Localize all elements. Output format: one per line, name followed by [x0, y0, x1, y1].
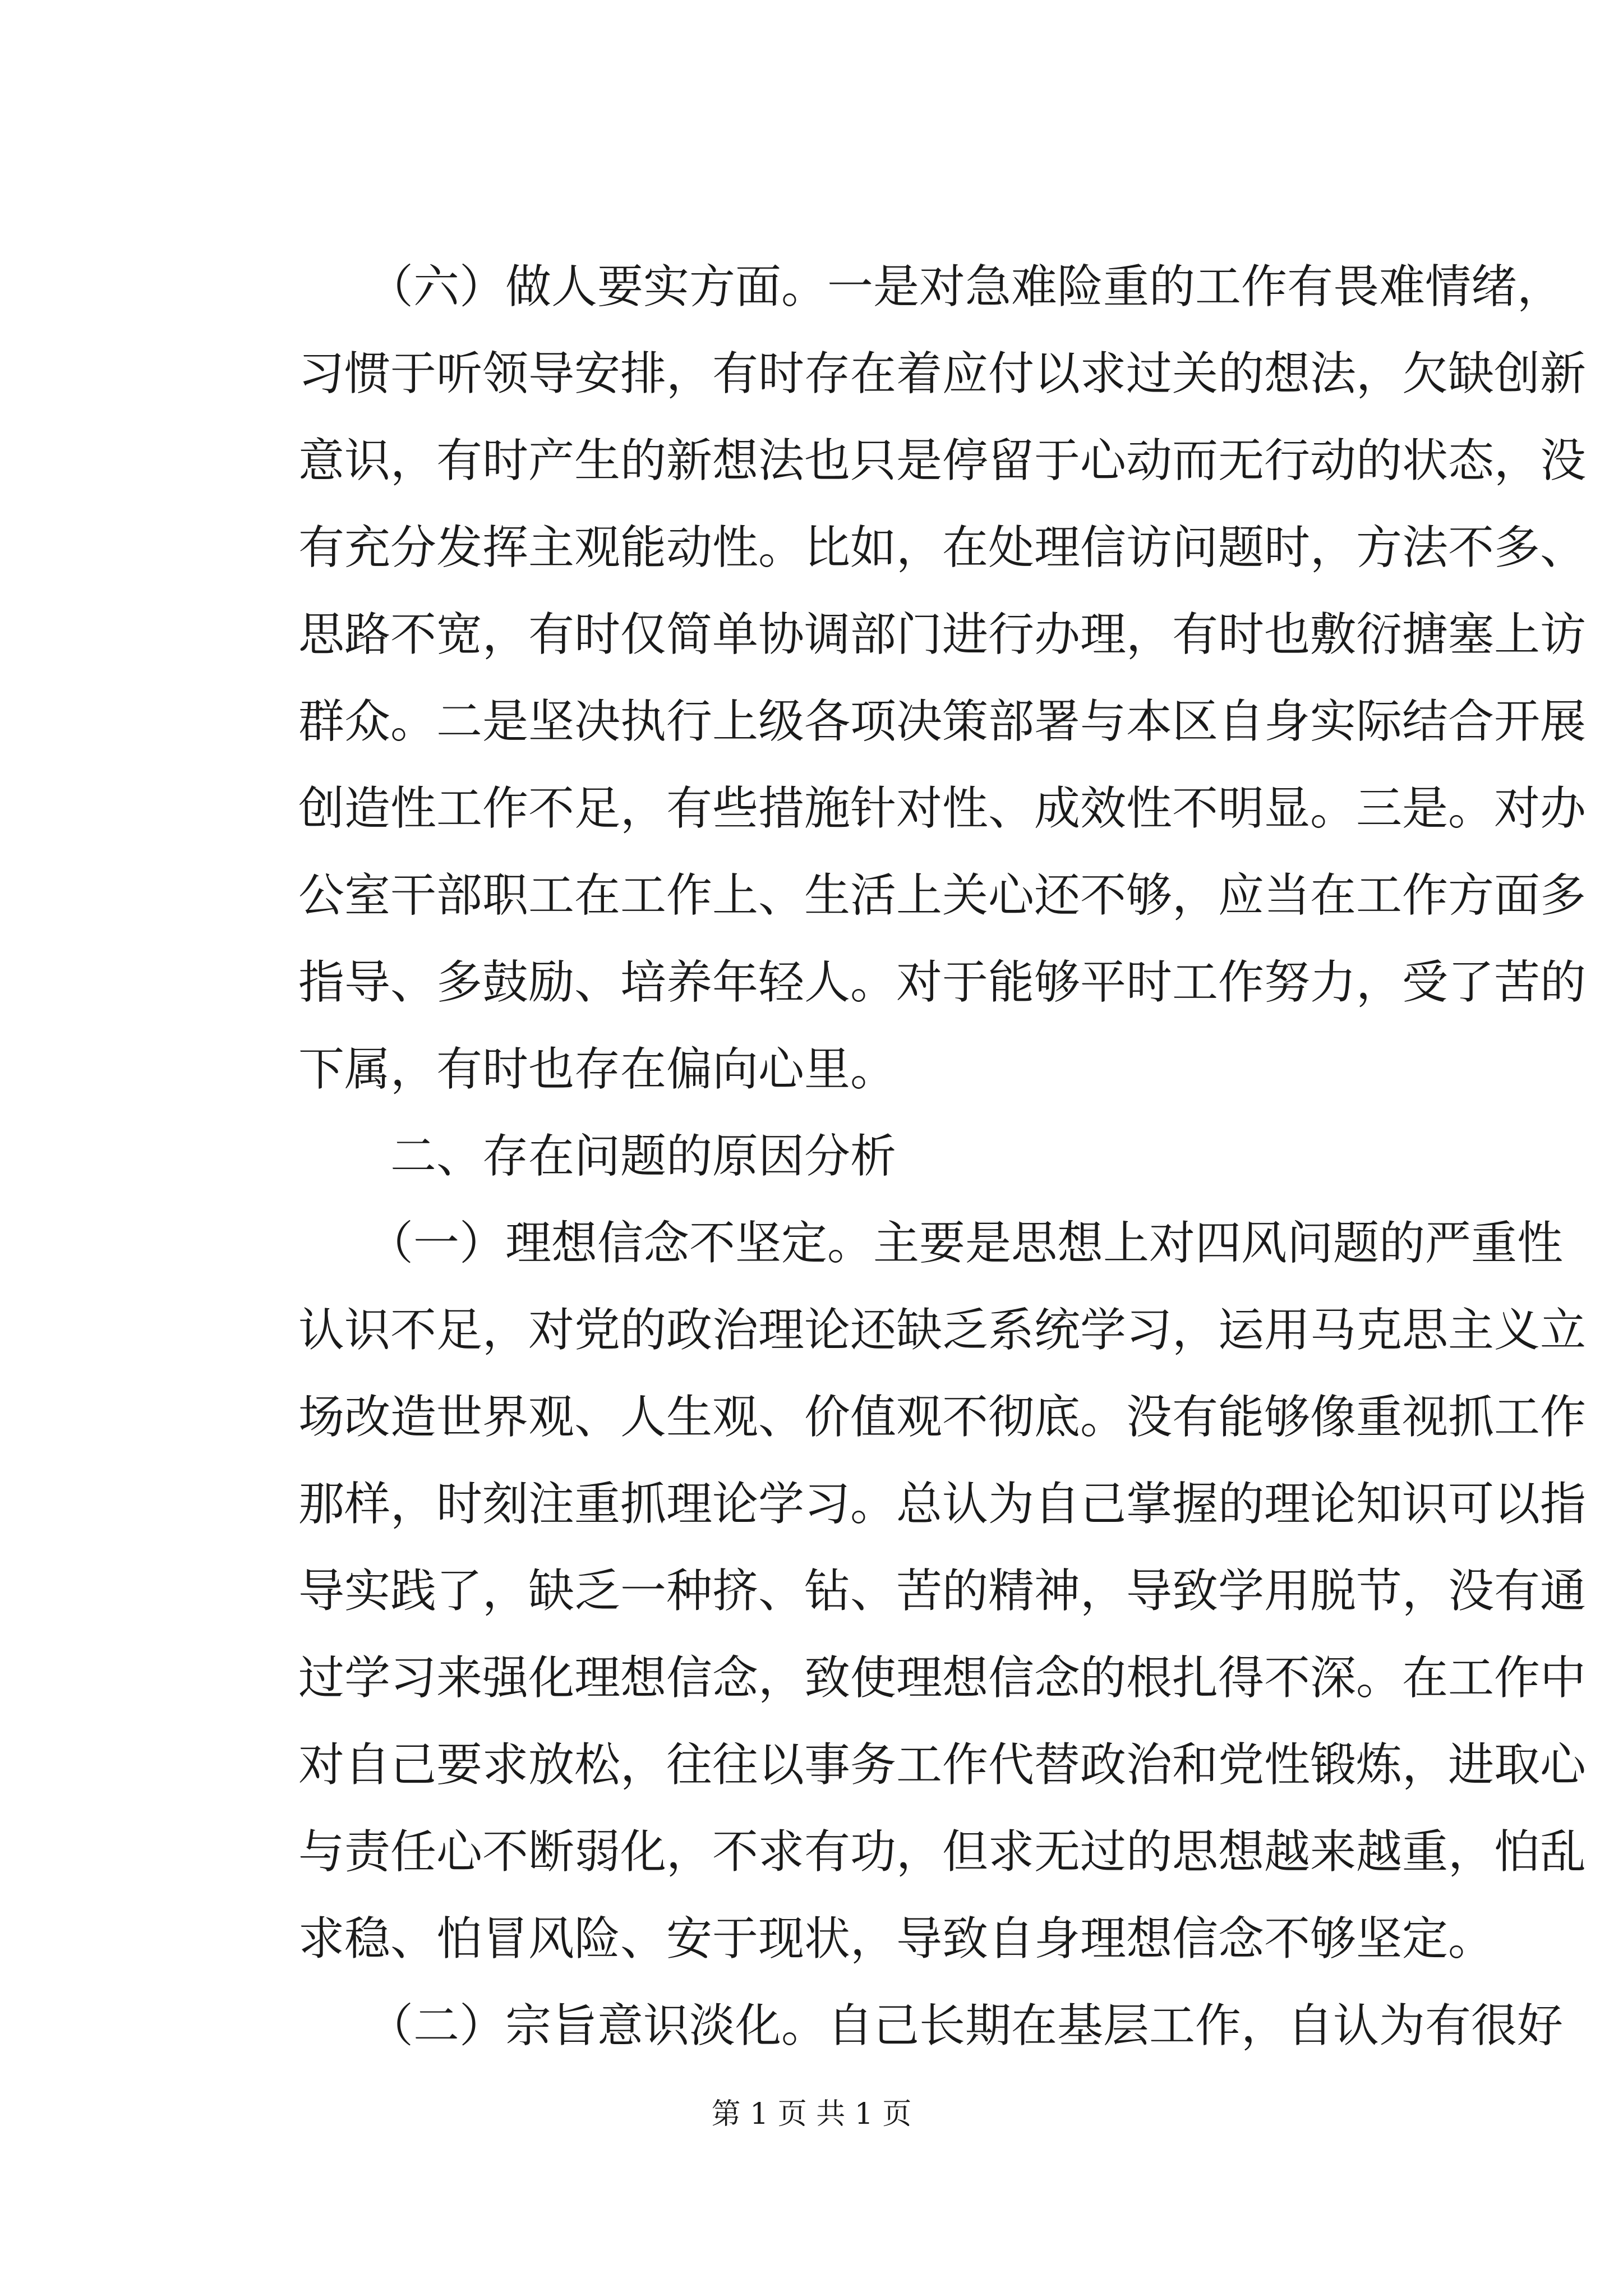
text-line: 意识，有时产生的新想法也只是停留于心动而无行动的状态，没	[298, 434, 1587, 487]
text-line: 习惯于听领导安排，有时存在着应付以求过关的想法，欠缺创新	[298, 347, 1587, 401]
text-line: 场改造世界观、人生观、价值观不彻底。没有能够像重视抓工作	[298, 1391, 1587, 1444]
text-line: 认识不足，对党的政治理论还缺乏系统学习，运用马克思主义立	[298, 1304, 1587, 1357]
page-number-footer: 第 1 页 共 1 页	[711, 2097, 912, 2131]
text-line: 过学习来强化理想信念，致使理想信念的根扎得不深。在工作中	[298, 1651, 1587, 1705]
text-line: 指导、多鼓励、培养年轻人。对于能够平时工作努力，受了苦的	[298, 956, 1587, 1009]
text-line: 思路不宽，有时仅简单协调部门进行办理，有时也敷衍搪塞上访	[298, 608, 1587, 661]
text-line: 创造性工作不足，有些措施针对性、成效性不明显。三是。对办	[298, 782, 1587, 835]
text-line: 对自己要求放松，往往以事务工作代替政治和党性锻炼，进取心	[298, 1738, 1587, 1792]
text-line: （二）宗旨意识淡化。自己长期在基层工作，自认为有很好	[298, 1999, 1564, 2053]
document-body	[298, 243, 1587, 2069]
text-line: （六）做人要实方面。一是对急难险重的工作有畏难情绪，	[298, 260, 1564, 314]
section-heading: 二、存在问题的原因分析	[298, 1130, 897, 1183]
text-line: 那样，时刻注重抓理论学习。总认为自己掌握的理论知识可以指	[298, 1478, 1587, 1531]
text-line: 下属，有时也存在偏向心里。	[298, 1043, 897, 1096]
text-line: 公室干部职工在工作上、生活上关心还不够，应当在工作方面多	[298, 869, 1587, 922]
text-line: 求稳、怕冒风险、安于现状，导致自身理想信念不够坚定。	[298, 1912, 1495, 1966]
text-line: 导实践了，缺乏一种挤、钻、苦的精神，导致学用脱节，没有通	[298, 1565, 1587, 1618]
text-line: 群众。二是坚决执行上级各项决策部署与本区自身实际结合开展	[298, 695, 1587, 748]
text-line: （一）理想信念不坚定。主要是思想上对四风问题的严重性	[298, 1217, 1564, 1270]
text-line: 与责任心不断弱化，不求有功，但求无过的思想越来越重，怕乱	[298, 1825, 1587, 1879]
text-line: 有充分发挥主观能动性。比如，在处理信访问题时，方法不多、	[298, 521, 1587, 574]
